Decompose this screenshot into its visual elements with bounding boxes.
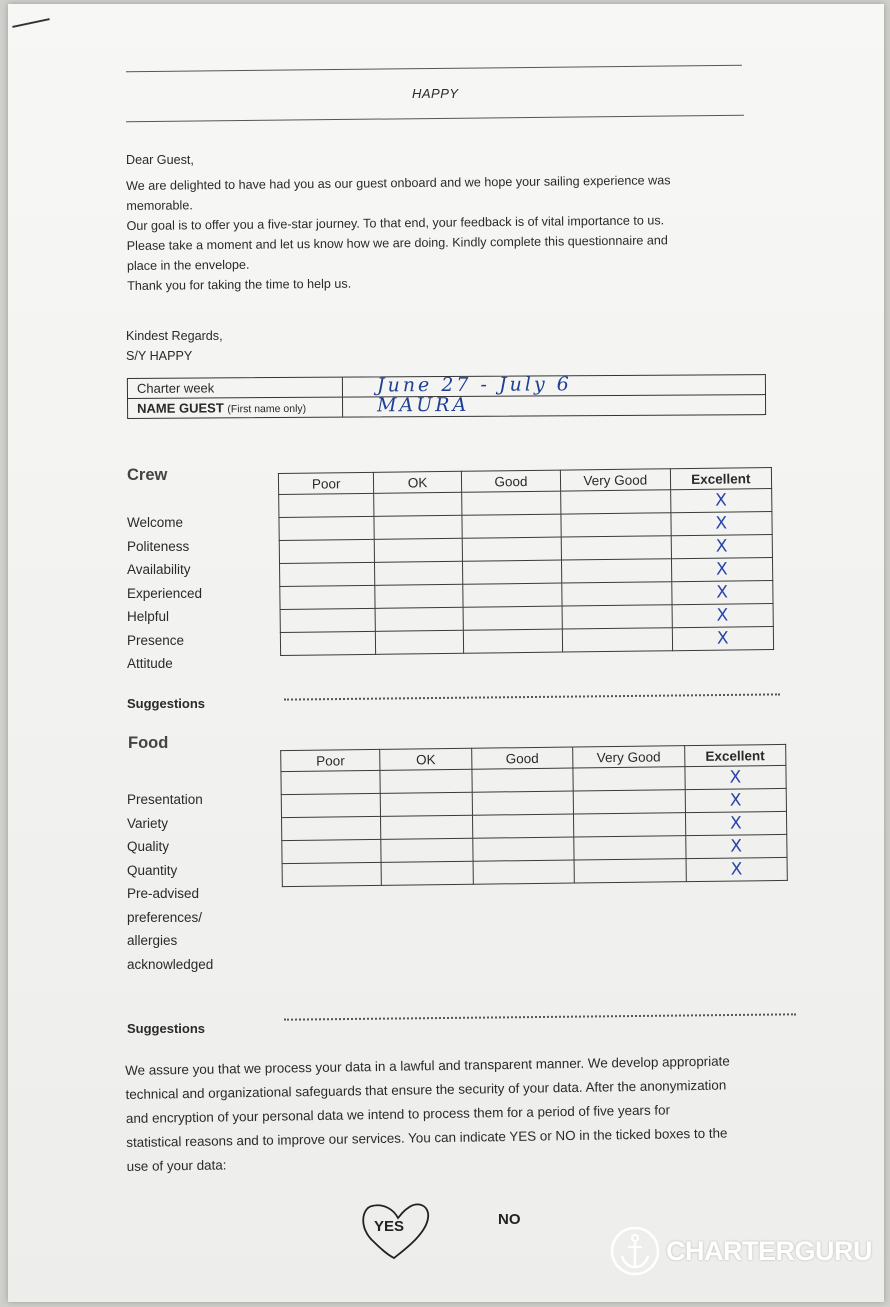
header-bottom-rule — [126, 115, 744, 122]
food-row-label: acknowledged — [127, 956, 214, 972]
crew-row-label: Presence — [127, 632, 185, 648]
table-row — [280, 626, 773, 655]
anchor-icon — [610, 1226, 660, 1276]
food-suggestions-label: Suggestions — [127, 1021, 206, 1036]
rating-cell-excellent[interactable]: X — [685, 811, 787, 835]
food-row-label: Variety — [127, 815, 169, 831]
food-row-label: Presentation — [127, 792, 203, 807]
rating-cell-poor[interactable] — [282, 839, 382, 863]
rating-cell-very-good[interactable] — [574, 813, 686, 837]
column-header-good: Good — [461, 470, 561, 492]
food-section-title: Food — [128, 734, 169, 752]
closing: Kindest Regards, — [126, 329, 223, 343]
guest-name-value[interactable]: MAURA — [376, 393, 470, 417]
letter-line: place in the envelope. — [126, 257, 250, 273]
rating-cell-excellent[interactable]: X — [684, 765, 786, 789]
rating-cell-ok[interactable] — [375, 584, 463, 608]
rating-cell-good[interactable] — [472, 814, 574, 838]
rating-cell-good[interactable] — [462, 583, 562, 607]
consent-line: use of your data: — [126, 1157, 227, 1174]
rating-cell-excellent[interactable]: X — [672, 603, 774, 627]
crew-row-label: Welcome — [127, 515, 184, 530]
charter-week-label: Charter week — [128, 378, 343, 398]
rating-cell-excellent[interactable]: X — [671, 580, 773, 604]
rating-cell-excellent[interactable]: X — [671, 557, 773, 581]
rating-cell-poor[interactable] — [280, 631, 376, 655]
header-top-rule — [126, 65, 742, 72]
letter-line: Our goal is to offer you a five-star journey. To that end, your feedback is of vital importance to us. — [126, 213, 665, 233]
rating-cell-poor[interactable] — [280, 585, 376, 609]
rating-cell-very-good[interactable] — [574, 859, 686, 883]
rating-cell-good[interactable] — [461, 491, 561, 515]
rating-cell-excellent[interactable]: X — [672, 626, 774, 650]
rating-cell-excellent[interactable]: X — [671, 534, 773, 558]
consent-yes-label: YES — [374, 1218, 405, 1235]
crew-row-label: Experienced — [127, 585, 203, 601]
food-table-body — [281, 765, 787, 886]
crew-suggestions-label: Suggestions — [127, 696, 206, 711]
data-consent-text — [125, 1048, 817, 1179]
rating-cell-good[interactable] — [463, 606, 563, 630]
rating-cell-ok[interactable] — [374, 515, 462, 539]
charter-week-value[interactable]: June 27 - July 6 — [376, 373, 572, 397]
guest-info-box — [127, 374, 766, 419]
crew-table-body — [279, 488, 774, 655]
rating-cell-ok[interactable] — [375, 607, 463, 631]
rating-cell-good[interactable] — [462, 560, 562, 584]
consent-yes-option[interactable] — [360, 1200, 432, 1262]
rating-cell-ok[interactable] — [381, 861, 473, 885]
rating-cell-ok[interactable] — [381, 838, 473, 862]
column-header-very-good: Very Good — [573, 746, 685, 768]
signature: S/Y HAPPY — [126, 349, 193, 363]
food-row-label: preferences/ — [127, 909, 203, 925]
consent-line: and encryption of your personal data we intend to process them for a period of five years for — [125, 1102, 671, 1126]
consent-line: technical and organizational safeguards that ensure the security of your data. After the anonymization — [125, 1077, 727, 1102]
crew-row-label: Helpful — [127, 609, 170, 624]
table-row — [282, 857, 787, 886]
column-header-excellent: Excellent — [684, 744, 786, 766]
food-rating-table — [280, 744, 788, 887]
rating-cell-excellent[interactable]: X — [685, 834, 787, 858]
crew-row-label: Availability — [127, 562, 191, 577]
rating-cell-poor[interactable] — [281, 770, 381, 794]
rating-cell-good[interactable] — [473, 837, 575, 861]
rating-cell-very-good[interactable] — [561, 536, 671, 560]
letter-line: Thank you for taking the time to help us. — [127, 276, 352, 293]
rating-cell-good[interactable] — [473, 860, 575, 884]
food-row-label: allergies — [127, 933, 178, 948]
guest-name-label-text: NAME GUEST — [137, 400, 224, 416]
letter-line: We are delighted to have had you as our guest onboard and we hope your sailing experience was — [126, 173, 671, 193]
rating-cell-good[interactable] — [463, 629, 563, 653]
crew-rating-table — [278, 467, 774, 656]
rating-cell-very-good[interactable] — [562, 628, 672, 652]
consent-line: statistical reasons and to improve our services. You can indicate YES or NO in the ticked boxes to the — [126, 1125, 728, 1150]
rating-cell-very-good[interactable] — [562, 582, 672, 606]
column-header-good: Good — [471, 747, 573, 769]
food-suggestions-line[interactable] — [284, 1013, 796, 1020]
food-row-label: Quantity — [127, 862, 178, 878]
rating-cell-poor[interactable] — [279, 539, 375, 563]
crew-row-label: Attitude — [127, 656, 173, 671]
guest-name-row — [128, 395, 765, 418]
column-header-poor: Poor — [278, 472, 374, 494]
letter-body — [126, 170, 737, 296]
rating-cell-ok[interactable] — [376, 630, 464, 654]
rating-cell-ok[interactable] — [381, 792, 473, 816]
rating-cell-good[interactable] — [472, 791, 574, 815]
guest-name-label — [128, 398, 343, 418]
guest-name-label-note: (First name only) — [227, 402, 307, 416]
rating-cell-ok[interactable] — [374, 492, 462, 516]
food-row-label: Quality — [127, 839, 170, 854]
consent-line: We assure you that we process your data in a lawful and transparent manner. We develop appropriate — [125, 1053, 730, 1078]
column-header-ok: OK — [380, 748, 472, 770]
crew-section-title: Crew — [127, 466, 168, 484]
letter-line: Please take a moment and let us know how we are doing. Kindly complete this questionnaire and — [126, 233, 668, 253]
rating-cell-very-good[interactable] — [573, 767, 685, 791]
rating-cell-poor[interactable] — [282, 816, 382, 840]
rating-cell-excellent[interactable]: X — [670, 488, 772, 512]
crew-row-labels — [127, 515, 202, 680]
rating-cell-good[interactable] — [462, 514, 562, 538]
rating-cell-ok[interactable] — [375, 561, 463, 585]
rating-cell-very-good[interactable] — [562, 605, 672, 629]
rating-cell-very-good[interactable] — [561, 490, 671, 514]
rating-cell-very-good[interactable] — [573, 790, 685, 814]
consent-no-option[interactable]: NO — [498, 1211, 521, 1228]
pen-mark — [12, 18, 50, 28]
rating-cell-poor[interactable] — [279, 516, 375, 540]
rating-cell-ok[interactable] — [381, 815, 473, 839]
rating-cell-excellent[interactable]: X — [685, 788, 787, 812]
rating-cell-good[interactable] — [462, 537, 562, 561]
rating-cell-poor[interactable] — [281, 793, 381, 817]
rating-cell-ok[interactable] — [375, 538, 463, 562]
rating-cell-excellent[interactable]: X — [686, 857, 788, 881]
rating-cell-ok[interactable] — [380, 769, 472, 793]
column-header-poor: Poor — [281, 749, 381, 771]
rating-cell-very-good[interactable] — [561, 513, 671, 537]
salutation: Dear Guest, — [126, 153, 194, 167]
crew-suggestions-line[interactable] — [284, 693, 780, 700]
food-row-label: Pre-advised — [127, 886, 200, 901]
column-header-excellent: Excellent — [670, 467, 772, 489]
ship-name: HAPPY — [412, 86, 459, 101]
rating-cell-poor[interactable] — [279, 493, 375, 517]
rating-cell-poor[interactable] — [280, 562, 376, 586]
rating-cell-poor[interactable] — [282, 862, 382, 886]
watermark-text: CHARTERGURU — [666, 1235, 872, 1266]
questionnaire-sheet — [8, 4, 884, 1302]
food-row-labels — [127, 788, 213, 976]
rating-cell-excellent[interactable]: X — [670, 511, 772, 535]
column-header-ok: OK — [374, 471, 462, 493]
rating-cell-very-good[interactable] — [574, 836, 686, 860]
letter-line: memorable. — [126, 198, 193, 213]
crew-row-label: Politeness — [127, 538, 190, 554]
charterguru-watermark — [610, 1226, 872, 1276]
rating-cell-poor[interactable] — [280, 608, 376, 632]
column-header-very-good: Very Good — [560, 469, 670, 491]
rating-cell-very-good[interactable] — [562, 559, 672, 583]
rating-cell-good[interactable] — [472, 768, 574, 792]
